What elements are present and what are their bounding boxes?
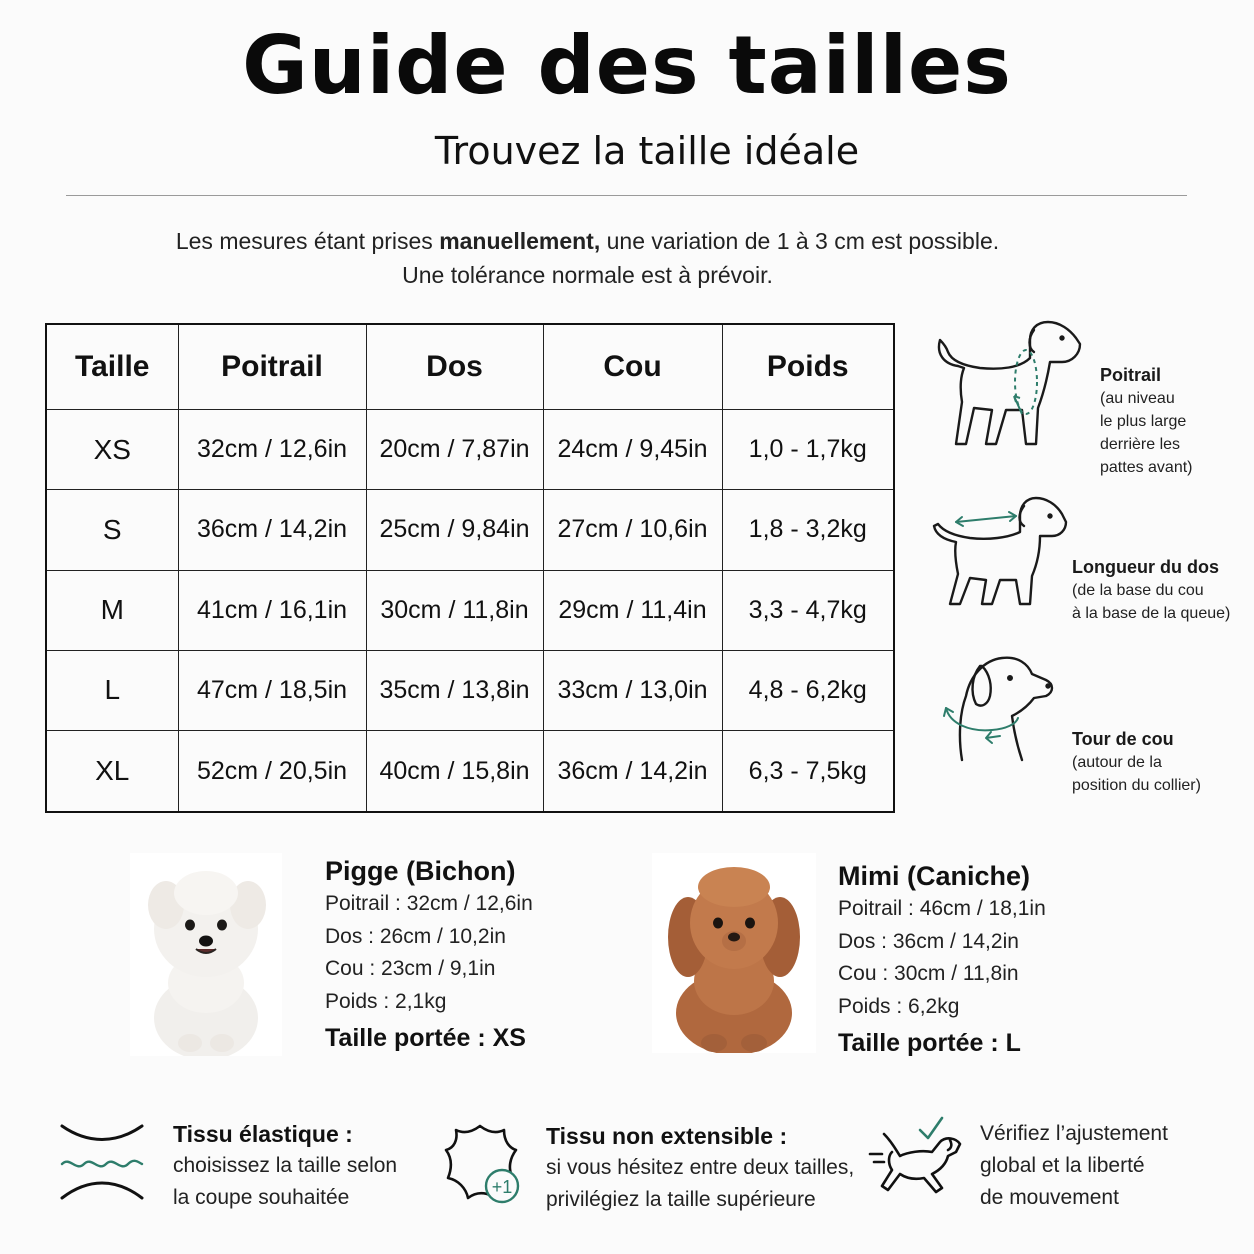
chest-guide-title: Poitrail: [1100, 365, 1162, 385]
example-cou: Cou : 30cm / 11,8in: [838, 962, 1019, 985]
dos-cell: 30cm / 11,8in: [366, 570, 543, 650]
running-dog-check-icon: [866, 1112, 966, 1202]
neck-guide-text: Tour de cou (autour de la position du collier): [1072, 729, 1201, 794]
cou-cell: 27cm / 10,6in: [543, 490, 722, 570]
apricot-poodle-photo: [652, 853, 816, 1053]
poitrail-cell: 52cm / 20,5in: [178, 731, 366, 813]
tip-title: Tissu élastique :: [173, 1121, 353, 1147]
white-bichon-photo: [130, 853, 282, 1056]
table-row: [46, 490, 894, 570]
poitrail-cell: 32cm / 12,6in: [178, 410, 366, 490]
divider: [66, 195, 1187, 196]
example-poitrail: Poitrail : 32cm / 12,6in: [325, 892, 533, 915]
header-taille: Taille: [46, 324, 178, 410]
example-dos: Dos : 36cm / 14,2in: [838, 929, 1019, 953]
cou-cell: 33cm / 13,0in: [543, 650, 722, 730]
chest-guide-text: Poitrail (au niveau le plus large derrière les pattes avant): [1100, 365, 1193, 476]
poids-cell: 1,0 - 1,7kg: [722, 410, 894, 490]
neck-guide-title: Tour de cou: [1072, 729, 1174, 749]
example-poitrail: Poitrail : 46cm / 18,1in: [838, 897, 1046, 920]
example-poids: Poids : 6,2kg: [838, 994, 960, 1018]
dog-chest-measure-icon: [930, 318, 1090, 456]
dog-neck-measure-icon: [932, 652, 1057, 764]
header-cou: Cou: [543, 324, 722, 410]
example-dos: Dos : 26cm / 10,2in: [325, 924, 506, 948]
poids-cell: 3,3 - 4,7kg: [722, 570, 894, 650]
table-row: [46, 570, 894, 650]
table-row: [46, 650, 894, 730]
intro-line-1: Les mesures étant prises manuellement, une variation de 1 à 3 cm est possible.: [175, 228, 1000, 254]
table-row: [46, 731, 894, 813]
tip-title: Tissu non extensible :: [546, 1123, 788, 1149]
table-header-row: [46, 324, 894, 410]
elastic-fabric-icon: [58, 1118, 146, 1202]
example-name: Mimi (Caniche): [838, 861, 1031, 891]
back-guide-title: Longueur du dos: [1072, 557, 1219, 577]
poitrail-cell: 36cm / 14,2in: [178, 490, 366, 570]
dos-cell: 25cm / 9,84in: [366, 490, 543, 570]
example-poids: Poids : 2,1kg: [325, 989, 447, 1013]
intro-note: [0, 224, 1175, 292]
table-row: [46, 410, 894, 490]
poids-cell: 1,8 - 3,2kg: [722, 490, 894, 570]
header-poids: Poids: [722, 324, 894, 410]
dos-cell: 20cm / 7,87in: [366, 410, 543, 490]
example-worn-size: Taille portée : L: [838, 1029, 1021, 1057]
cou-cell: 29cm / 11,4in: [543, 570, 722, 650]
poids-cell: 6,3 - 7,5kg: [722, 731, 894, 813]
page-title: Guide des tailles: [242, 19, 1012, 112]
plus-one-badge: +1: [491, 1177, 513, 1197]
poitrail-cell: 47cm / 18,5in: [178, 650, 366, 730]
cou-cell: 24cm / 9,45in: [543, 410, 722, 490]
dos-cell: 35cm / 13,8in: [366, 650, 543, 730]
cou-cell: 36cm / 14,2in: [543, 731, 722, 813]
header-poitrail: Poitrail: [178, 324, 366, 410]
size-label: M: [46, 570, 178, 650]
example-bichon: [325, 854, 533, 1056]
leather-plus-one-icon: [442, 1120, 526, 1210]
example-name: Pigge (Bichon): [325, 856, 516, 886]
poitrail-cell: 41cm / 16,1in: [178, 570, 366, 650]
dog-back-measure-icon: [928, 492, 1073, 612]
poids-cell: 4,8 - 6,2kg: [722, 650, 894, 730]
example-cou: Cou : 23cm / 9,1in: [325, 957, 496, 980]
dos-cell: 40cm / 15,8in: [366, 731, 543, 813]
example-poodle: [838, 859, 1046, 1061]
size-label: XS: [46, 410, 178, 490]
size-label: XL: [46, 731, 178, 813]
header-dos: Dos: [366, 324, 543, 410]
tip-fit-check: Vérifiez l’ajustement global et la liberté de mouvement: [980, 1122, 1168, 1209]
page-subtitle: Trouvez la taille idéale: [434, 129, 860, 173]
size-table: [45, 323, 895, 813]
size-label: S: [46, 490, 178, 570]
back-guide-text: Longueur du dos (de la base du cou à la base de la queue): [1072, 557, 1231, 622]
size-label: L: [46, 650, 178, 730]
tip-elastic: Tissu élastique : choisissez la taille selon la coupe souhaitée: [173, 1118, 397, 1214]
intro-line-2: Une tolérance normale est à prévoir.: [402, 262, 773, 288]
tip-non-stretch: Tissu non extensible : si vous hésitez entre deux tailles, privilégiez la taille supérieure: [546, 1120, 854, 1216]
example-worn-size: Taille portée : XS: [325, 1024, 526, 1052]
